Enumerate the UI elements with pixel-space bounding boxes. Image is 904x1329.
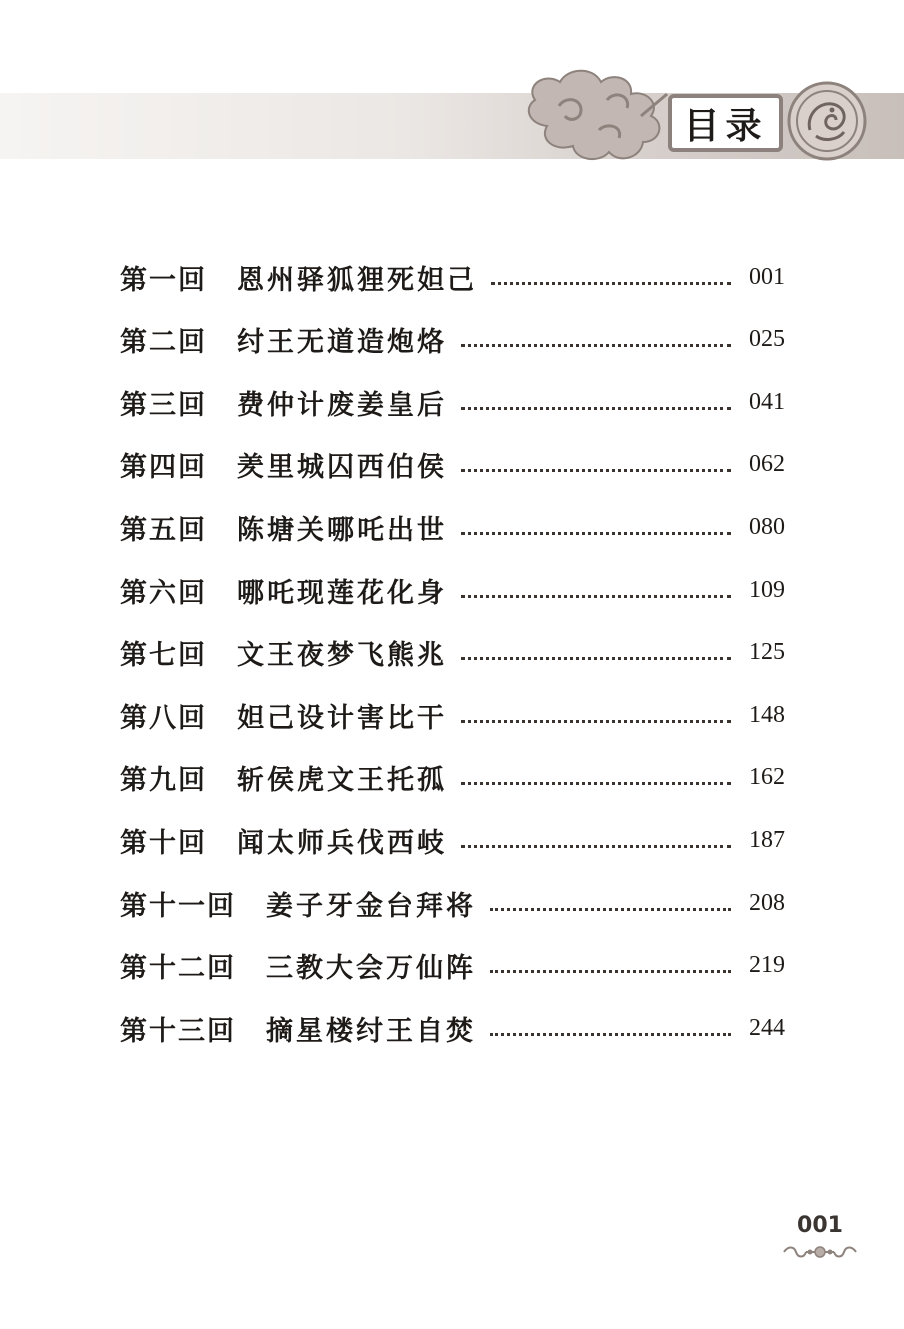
chapter-number: 第四回 — [120, 452, 207, 484]
page-number: 148 — [749, 701, 785, 728]
toc-entry[interactable] — [120, 374, 785, 430]
toc-entry[interactable] — [120, 1000, 785, 1056]
page-number: 219 — [749, 952, 785, 979]
footer-ornament-icon — [780, 1243, 860, 1261]
page-number: 244 — [749, 1014, 785, 1041]
toc-entry[interactable] — [120, 437, 785, 493]
page-number: 125 — [749, 639, 785, 666]
page-number: 208 — [749, 889, 785, 916]
chapter-number: 第十一回 — [120, 890, 236, 922]
dot-leader — [461, 532, 731, 535]
chapter-title: 恩州驿狐狸死妲己 — [237, 264, 477, 296]
chapter-number: 第一回 — [120, 264, 207, 296]
dragon-medallion-icon — [786, 80, 868, 162]
chapter-title: 纣王无道造炮烙 — [237, 327, 447, 359]
chapter-title: 陈塘关哪吒出世 — [237, 514, 447, 546]
chapter-title: 闻太师兵伐西岐 — [237, 827, 447, 859]
chapter-number: 第三回 — [120, 389, 207, 421]
toc-entry[interactable] — [120, 812, 785, 868]
dot-leader — [461, 657, 731, 660]
toc-entry[interactable] — [120, 625, 785, 681]
chapter-number: 第二回 — [120, 327, 207, 359]
dot-leader — [461, 720, 731, 723]
chapter-number: 第六回 — [120, 577, 207, 609]
dot-leader — [461, 407, 731, 410]
chapter-number: 第十三回 — [120, 1015, 236, 1047]
chapter-number: 第九回 — [120, 765, 207, 797]
chapter-title: 文王夜梦飞熊兆 — [237, 640, 447, 672]
dot-leader — [461, 344, 731, 347]
chapter-number: 第十二回 — [120, 953, 236, 985]
toc-entry[interactable] — [120, 938, 785, 994]
toc-entry[interactable] — [120, 687, 785, 743]
chapter-title: 姜子牙金台拜将 — [266, 890, 476, 922]
page-number: 080 — [749, 513, 785, 540]
page-number: 109 — [749, 576, 785, 603]
page-number: 162 — [749, 764, 785, 791]
chapter-title: 哪吒现莲花化身 — [237, 577, 447, 609]
chapter-title: 斩侯虎文王托孤 — [237, 765, 447, 797]
toc-entry[interactable] — [120, 312, 785, 368]
page-number: 001 — [749, 263, 785, 290]
chapter-title: 羑里城囚西伯侯 — [237, 452, 447, 484]
dot-leader — [491, 282, 731, 285]
title-box — [668, 94, 783, 152]
chapter-number: 第十回 — [120, 827, 207, 859]
page-number: 187 — [749, 826, 785, 853]
toc-entry[interactable] — [120, 499, 785, 555]
chapter-number: 第八回 — [120, 702, 207, 734]
chapter-title: 摘星楼纣王自焚 — [266, 1015, 476, 1047]
dot-leader — [490, 970, 731, 973]
dot-leader — [461, 845, 731, 848]
toc-entry[interactable] — [120, 562, 785, 618]
dot-leader — [490, 908, 731, 911]
page-number: 062 — [749, 451, 785, 478]
dot-leader — [461, 469, 731, 472]
footer-page-number: 001 — [797, 1213, 843, 1238]
toc-entry[interactable] — [120, 249, 785, 305]
chapter-title: 妲己设计害比干 — [237, 702, 447, 734]
dot-leader — [461, 782, 731, 785]
chapter-title: 三教大会万仙阵 — [266, 953, 476, 985]
page-number: 041 — [749, 388, 785, 415]
dot-leader — [461, 595, 731, 598]
chapter-number: 第五回 — [120, 514, 207, 546]
dot-leader — [490, 1033, 731, 1036]
toc-entry[interactable] — [120, 875, 785, 931]
chapter-number: 第七回 — [120, 640, 207, 672]
page-title: 目录 — [683, 105, 768, 147]
chapter-title: 费仲计废姜皇后 — [237, 389, 447, 421]
toc-entry[interactable] — [120, 750, 785, 806]
page-number: 025 — [749, 326, 785, 353]
